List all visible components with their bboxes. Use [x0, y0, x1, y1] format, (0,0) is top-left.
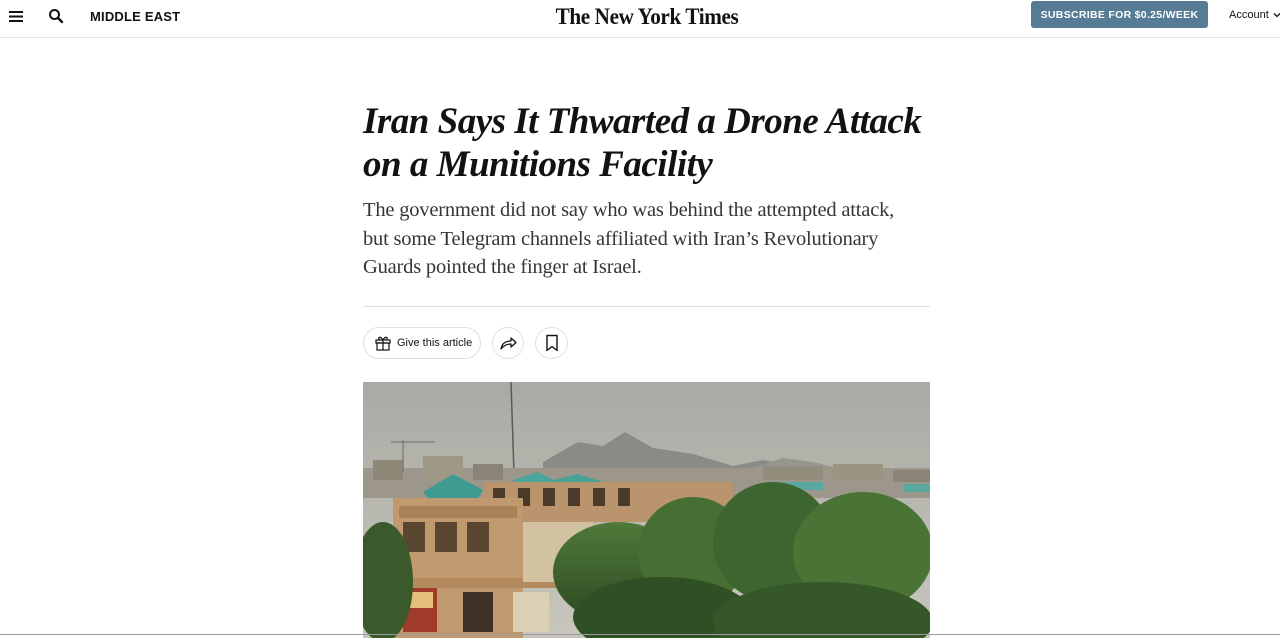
nyt-logo[interactable]: The New York Times: [555, 4, 739, 29]
search-icon[interactable]: [47, 7, 65, 25]
share-icon: [499, 334, 517, 352]
section-link-middle-east[interactable]: MIDDLE EAST: [90, 9, 181, 24]
lead-photo-isfahan-rooftops: [363, 382, 930, 638]
bookmark-icon: [545, 334, 559, 352]
save-button[interactable]: [535, 327, 568, 359]
account-menu-button[interactable]: [1229, 9, 1280, 21]
article-summary: The government did not say who was behind the attempted attack, but some Telegram channels affiliated with Iran’s Revolutionary Guards pointed the finger at Israel.: [363, 199, 895, 278]
divider: [363, 306, 930, 307]
gift-icon: [374, 334, 392, 352]
share-button[interactable]: [492, 327, 524, 359]
account-label: Account: [1229, 9, 1269, 21]
chevron-down-icon: [1273, 11, 1280, 19]
hamburger-menu-icon[interactable]: [8, 8, 26, 26]
subscribe-button[interactable]: SUBSCRIBE FOR $0.25/WEEK: [1031, 1, 1208, 28]
give-article-button[interactable]: [363, 327, 481, 359]
article-headline: Iran Says It Thwarted a Drone Attack on a Munitions Facility: [363, 101, 922, 185]
give-article-label: Give this article: [397, 337, 473, 349]
top-navigation-bar: [0, 0, 1280, 38]
viewport-edge: [0, 634, 1280, 635]
